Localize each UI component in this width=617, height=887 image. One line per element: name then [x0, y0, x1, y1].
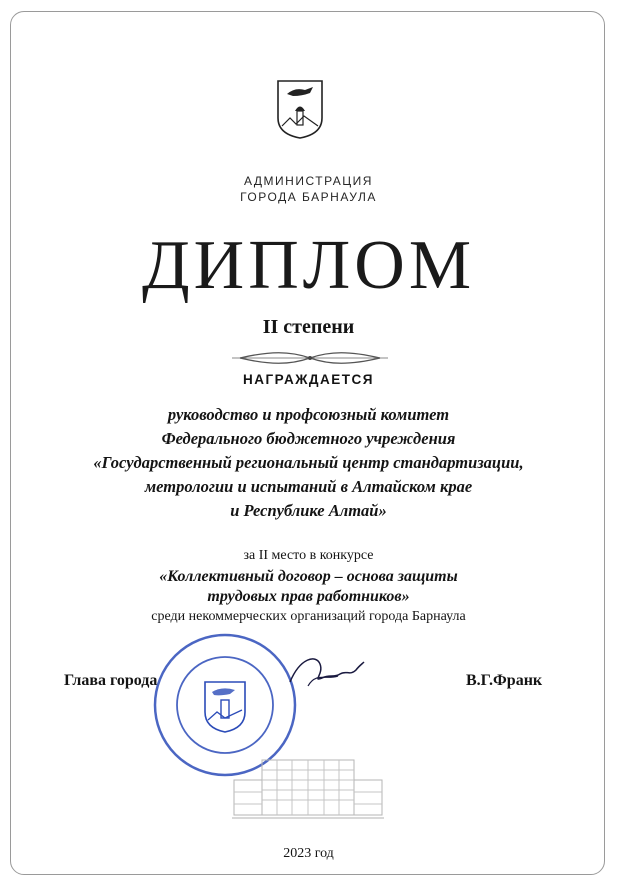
recipient-line: «Государственный региональный центр стандартизации,: [93, 453, 524, 472]
city-hall-building-icon: [232, 752, 384, 822]
barnaul-emblem-icon: [275, 78, 325, 140]
year-label: 2023 год: [283, 846, 334, 861]
degree-label: II степени: [262, 316, 355, 338]
recipient-line: Федерального бюджетного учреждения: [161, 429, 456, 448]
signature-title: Глава города: [64, 672, 158, 689]
contest-line: трудовых прав работников»: [207, 588, 410, 605]
administration-line-1: АДМИНИСТРАЦИЯ: [244, 174, 373, 188]
contest-line: «Коллективный договор – основа защиты: [159, 568, 458, 585]
diploma-title: ДИПЛОМ: [141, 227, 476, 304]
awarded-label: НАГРАЖДАЕТСЯ: [243, 372, 374, 387]
category-text: среди некоммерческих организаций города Барнаула: [151, 609, 466, 624]
ornament-divider-icon: [230, 351, 390, 365]
recipient-line: руководство и профсоюзный комитет: [167, 405, 450, 424]
place-text: за II место в конкурсе: [243, 548, 374, 563]
signatory-name: В.Г.Франк: [466, 672, 543, 689]
recipient-line: и Республике Алтай»: [230, 501, 387, 520]
recipient-line: метрологии и испытаний в Алтайском крае: [144, 477, 473, 496]
signature-icon: [286, 652, 366, 692]
administration-line-2: ГОРОДА БАРНАУЛА: [240, 190, 377, 204]
